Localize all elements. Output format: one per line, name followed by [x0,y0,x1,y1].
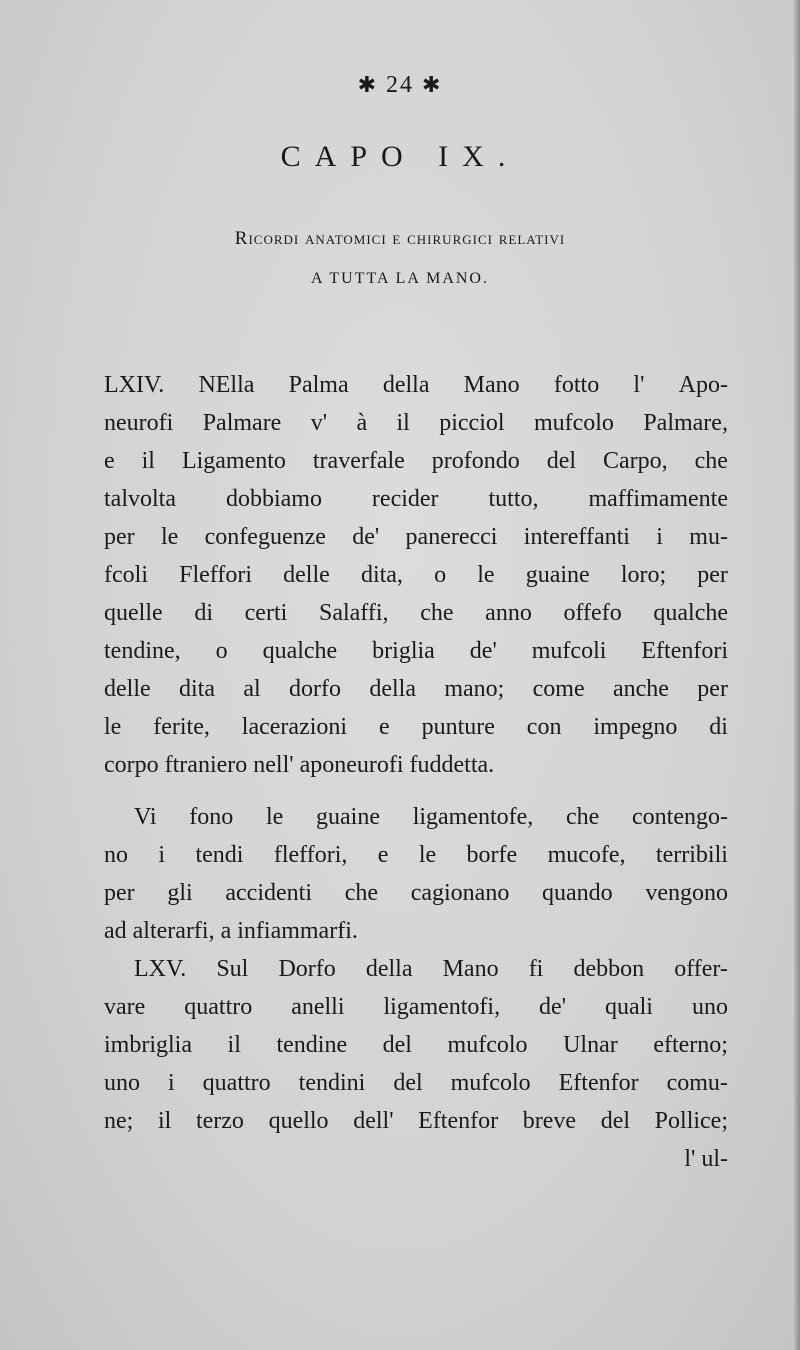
text-line: uno i quattro tendini del mufcolo Eftenfor comu- [104,1070,728,1096]
text-line: neurofi Palmare v' à il picciol mufcolo Palmare, [104,410,728,436]
text-line: Vi fono le guaine ligamentofe, che contengo- [134,804,728,830]
page-number: 24 [386,72,414,98]
text-line: tendine, o qualche briglia de' mufcoli Eftenfori [104,638,728,664]
paragraph-guaine [104,798,728,950]
text-line: delle dita al dorfo della mano; come anche per [104,676,728,702]
text-line: le ferite, lacerazioni e punture con impegno di [104,714,728,740]
ornament-right-icon: ✱ [422,72,443,97]
text-line: fcoli Fleffori delle dita, o le guaine loro; per [104,562,728,588]
text-line: e il Ligamento traverfale profondo del Carpo, che [104,448,728,474]
text-line: per le confeguenze de' panerecci intereffanti i mu- [104,524,728,550]
text-line: per gli accidenti che cagionano quando vengono [104,880,728,906]
text-line: corpo ftraniero nell' aponeurofi fuddetta. [104,752,495,778]
page-edge [794,0,800,1350]
running-header [0,72,800,99]
paragraph-lxv [104,950,728,1178]
ornament-left-icon: ✱ [357,72,378,97]
chapter-subtitle-line2: A TUTTA LA MANO. [311,270,489,287]
text-line: talvolta dobbiamo recider tutto, maffimamente [104,486,728,512]
text-line: quelle di certi Salaffi, che anno offefo qualche [104,600,728,626]
text-line: imbriglia il tendine del mufcolo Ulnar efterno; [104,1032,728,1058]
chapter-title: CAPO IX. [280,140,520,173]
catchword: l' ul- [684,1146,728,1172]
text-line: vare quattro anelli ligamentofi, de' quali uno [104,994,728,1020]
text-line: LXV. Sul Dorfo della Mano fi debbon offer- [134,956,728,982]
text-line: LXIV. NElla Palma della Mano fotto l' Apo- [104,372,728,398]
chapter-subtitle-line1: Ricordi anatomici e chirurgici relativi [234,228,566,249]
paragraph-lxiv [104,366,728,784]
text-line: ad alterarfi, a infiammarfi. [104,918,358,944]
text-line: ne; il terzo quello dell' Eftenfor breve del Pollice; [104,1108,728,1134]
text-line: no i tendi fleffori, e le borfe mucofe, terribili [104,842,728,868]
